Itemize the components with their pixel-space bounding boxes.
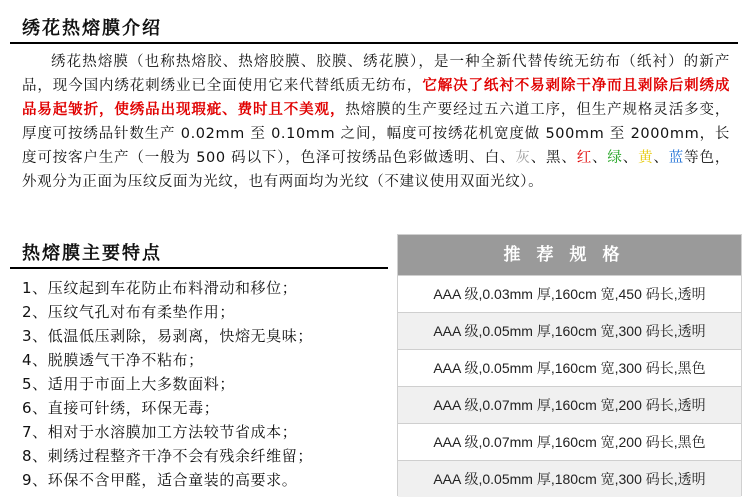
color-word-yellow: 黄 xyxy=(638,150,654,166)
spec-row: AAA 级,0.05mm 厚,160cm 宽,300 码长,黑色 xyxy=(398,349,741,386)
intro-sep-3: 、 xyxy=(622,150,639,166)
features-title: 热熔膜主要特点 xyxy=(22,243,162,264)
feature-item: 4、脱膜透气干净不粘布； xyxy=(22,351,204,369)
color-word-green: 绿 xyxy=(607,150,623,166)
intro-sep-1: 、黑、 xyxy=(530,150,577,166)
spec-row: AAA 级,0.05mm 厚,160cm 宽,300 码长,透明 xyxy=(398,312,741,349)
feature-item: 7、相对于水溶膜加工方法较节省成本； xyxy=(22,423,298,441)
color-word-blue: 蓝 xyxy=(668,150,685,166)
intro-title-bar xyxy=(10,8,738,44)
spec-row: AAA 级,0.07mm 厚,160cm 宽,200 码长,透明 xyxy=(398,386,741,423)
spec-row: AAA 级,0.03mm 厚,160cm 宽,450 码长,透明 xyxy=(398,275,741,312)
feature-item: 5、适用于市面上大多数面料； xyxy=(22,375,235,393)
color-word-ash: 灰 xyxy=(515,150,531,166)
feature-item: 1、压纹起到车花防止布料滑动和移位； xyxy=(22,279,298,297)
feature-item: 9、环保不含甲醛，适合童装的高要求。 xyxy=(22,471,298,489)
intro-sep-4: 、 xyxy=(653,150,669,166)
feature-item: 2、压纹气孔对布有柔垫作用； xyxy=(22,303,235,321)
spec-row: AAA 级,0.05mm 厚,180cm 宽,300 码长,透明 xyxy=(398,460,741,497)
features-title-bar xyxy=(10,233,388,269)
feature-item: 8、刺绣过程整齐干净不会有残余纤维留； xyxy=(22,447,313,465)
spec-row: AAA 级,0.07mm 厚,160cm 宽,200 码长,黑色 xyxy=(398,423,741,460)
feature-item: 6、直接可针绣，环保无毒； xyxy=(22,399,220,417)
intro-text-3: 等色，外观分为正面为压纹反面为光纹，也有两面均为光纹（不建议使用双面光纹）。 xyxy=(22,150,730,190)
intro-paragraph xyxy=(22,50,730,194)
color-word-red: 红 xyxy=(576,150,593,166)
spec-table-header: 推荐规格 xyxy=(398,235,741,275)
spec-table xyxy=(397,234,742,496)
intro-text-2: 热熔膜的生产要经过五六道工序，但生产规格灵活多变，厚度可按绣品针数生产 0.02mm 至 0.10mm 之间，幅度可按绣花机宽度做 500mm 至 2000mm，长度可按客户生产（一般为 500 码以下），色泽可按绣品色彩做透明、白、 xyxy=(22,102,730,166)
features-list xyxy=(22,276,313,492)
intro-title: 绣花热熔膜介绍 xyxy=(22,18,162,39)
intro-sep-2: 、 xyxy=(592,150,608,166)
intro-highlight: 它解决了纸衬不易剥除干净而且剥除后刺绣成品易起皱折，使绣品出现瑕疵、费时且不美观， xyxy=(22,78,730,118)
intro-text-1: 绣花热熔膜（也称热熔胶、热熔胶膜、胶膜、绣花膜），是一种全新代替传统无纺布（纸衬）的新产品，现今国内绣花刺绣业已全面使用它来代替纸质无纺布， xyxy=(22,54,730,94)
feature-item: 3、低温低压剥除，易剥离，快熔无臭味； xyxy=(22,327,313,345)
